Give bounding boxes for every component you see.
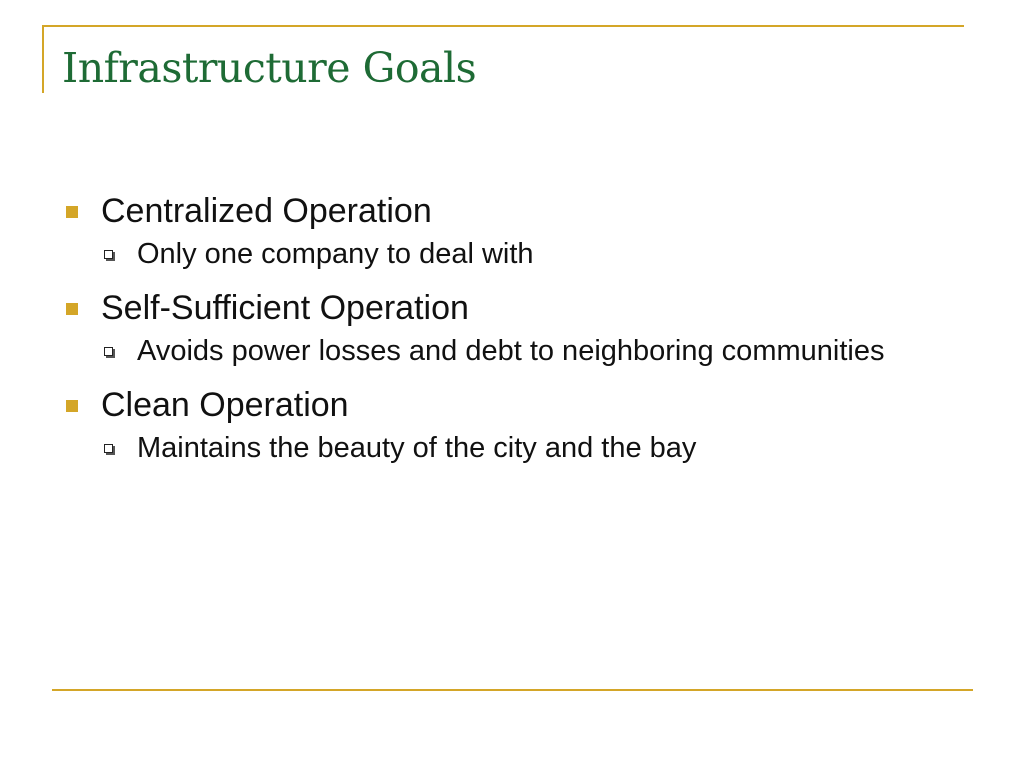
- filled-square-bullet-icon: [66, 303, 78, 315]
- sub-bullet-item: [62, 234, 962, 275]
- sub-bullet-item: [62, 331, 897, 372]
- top-rule: [42, 25, 964, 27]
- hollow-square-bullet-icon: [104, 347, 113, 356]
- hollow-square-bullet-icon: [104, 250, 113, 259]
- filled-square-bullet-icon: [66, 206, 78, 218]
- sub-bullet-text: Avoids power losses and debt to neighboring communities: [137, 335, 885, 367]
- hollow-square-bullet-icon: [104, 444, 113, 453]
- bullet-item: [62, 285, 962, 331]
- sub-bullet-text: Only one company to deal with: [137, 238, 534, 270]
- filled-square-bullet-icon: [66, 400, 78, 412]
- bullet-text: Centralized Operation: [101, 192, 432, 230]
- sub-bullet-item: [62, 428, 962, 469]
- bullet-item: [62, 188, 962, 234]
- bullet-text: Clean Operation: [101, 386, 349, 424]
- bullet-item: [62, 382, 962, 428]
- sub-bullet-text: Maintains the beauty of the city and the bay: [137, 432, 697, 464]
- bullet-text: Self-Sufficient Operation: [101, 289, 469, 327]
- bullet-list: [62, 188, 962, 479]
- left-rule: [42, 25, 44, 93]
- bottom-rule: [52, 689, 973, 691]
- slide-title: Infrastructure Goals: [62, 44, 477, 92]
